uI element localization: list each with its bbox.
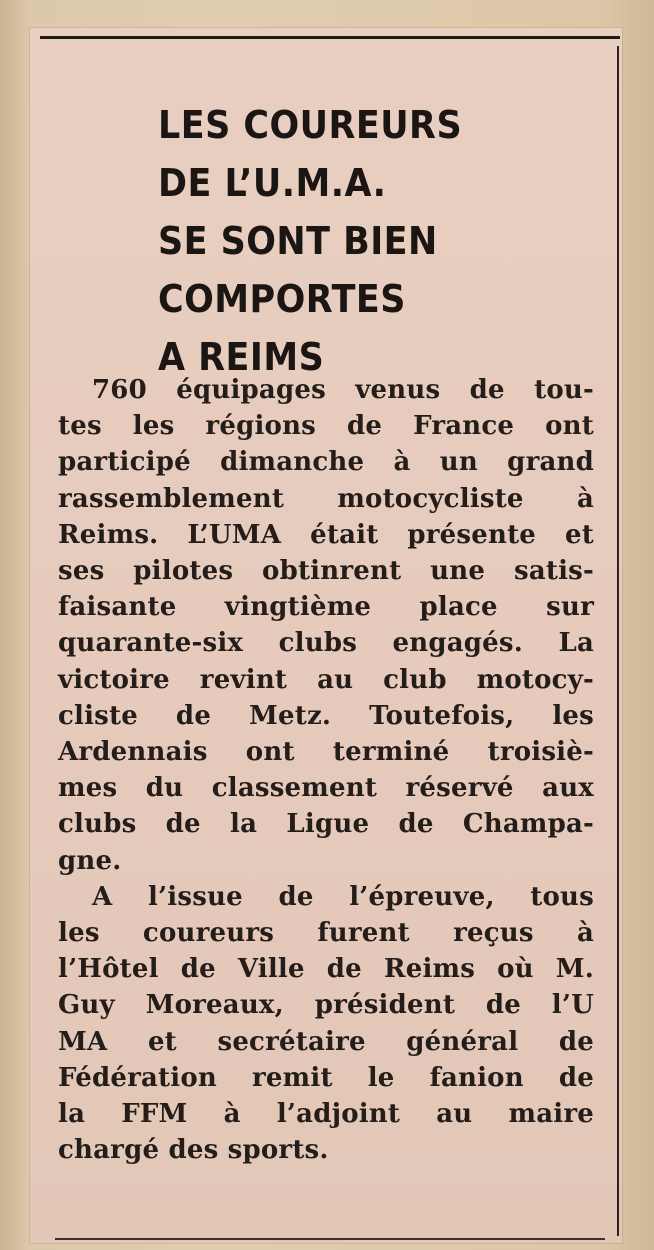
text-line: faisante vingtième place sur — [58, 592, 594, 623]
text-line: victoire revint au club motocy- — [58, 664, 594, 695]
text-line: clubs de la Ligue de Champa- — [58, 809, 594, 840]
text-line: l’Hôtel de Ville de Reims où M. — [58, 954, 594, 985]
headline-line: A REIMS — [158, 335, 325, 379]
text-line: Reims. L’UMA était présente et — [58, 519, 594, 550]
text-line: cliste de Metz. Toutefois, les — [58, 700, 594, 731]
text-line: Fédération remit le fanion de — [58, 1062, 594, 1093]
headline-line: DE L’U.M.A. — [158, 161, 387, 205]
text-line: 760 équipages venus de tou- — [92, 375, 594, 405]
headline-line: SE SONT BIEN — [158, 219, 438, 263]
headline-line: COMPORTES — [158, 277, 406, 321]
text-line: la FFM à l’adjoint au maire — [58, 1099, 594, 1130]
text-line: participé dimanche à un grand — [58, 447, 594, 478]
article-paragraph-2 — [58, 879, 594, 1169]
top-border-rule — [40, 36, 620, 39]
text-line: rassemblement motocycliste à — [58, 483, 594, 514]
text-line: quarante-six clubs engagés. La — [58, 628, 594, 659]
text-line: A l’issue de l’épreuve, tous — [92, 881, 594, 912]
article-headline — [158, 96, 489, 386]
right-border-rule — [617, 46, 619, 1236]
text-line: tes les régions de France ont — [58, 411, 594, 442]
text-line: ses pilotes obtinrent une satis- — [58, 556, 594, 587]
text-line: Ardennais ont terminé troisiè- — [58, 737, 594, 768]
article-paragraph-1 — [58, 372, 594, 879]
bottom-border-rule — [55, 1238, 605, 1240]
text-line: les coureurs furent reçus à — [58, 918, 594, 949]
text-line: MA et secrétaire général de — [58, 1026, 594, 1057]
text-line: Guy Moreaux, président de l’U — [58, 990, 594, 1021]
text-line: gne. — [58, 845, 122, 876]
text-line: chargé des sports. — [58, 1135, 329, 1166]
article-body — [58, 372, 594, 1168]
text-line: mes du classement réservé aux — [58, 773, 594, 804]
headline-line: LES COUREURS — [158, 103, 463, 147]
